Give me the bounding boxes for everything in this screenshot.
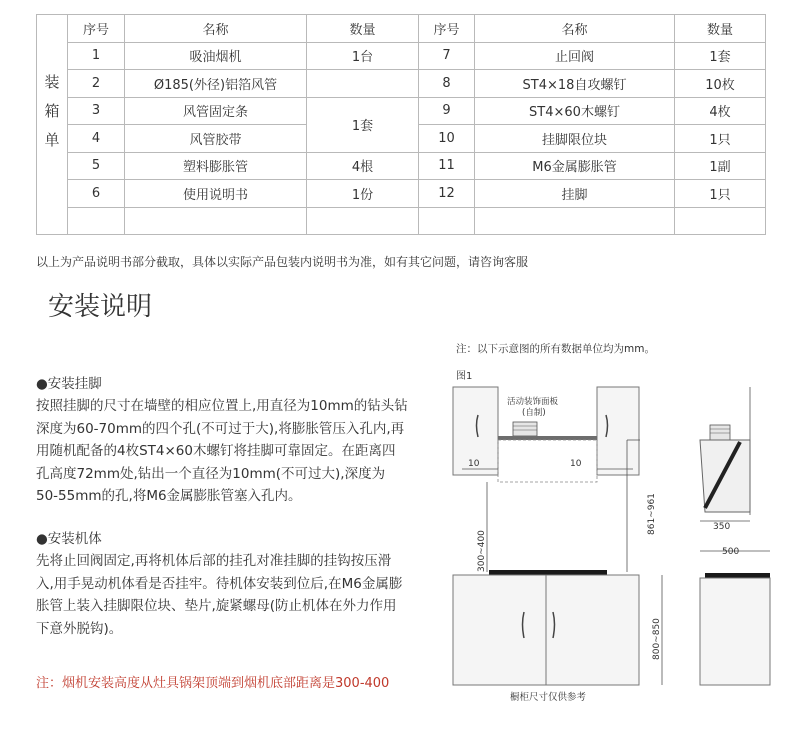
side-label-char: 单 [44, 131, 60, 149]
table-row [37, 70, 766, 98]
table-header-row [37, 15, 766, 43]
row-no-2: 12 [419, 180, 475, 208]
dim-width-label: 500 [722, 547, 740, 557]
table-row [37, 152, 766, 180]
step-title-mount-bracket: ●安装挂脚 [36, 376, 102, 392]
dim-gap-label: 300~400 [477, 530, 487, 572]
empty-cell [675, 207, 766, 235]
empty-cell [475, 207, 675, 235]
row-qty-2: 4枚 [675, 97, 766, 125]
row-name-2: ST4×18自攻螺钉 [475, 70, 675, 98]
side-label-char: 箱 [44, 102, 60, 120]
table-row [37, 42, 766, 70]
empty-cell [307, 207, 419, 235]
header-qty: 数量 [307, 15, 419, 43]
row-no: 6 [68, 180, 125, 208]
row-qty-2: 10枚 [675, 70, 766, 98]
row-qty [307, 70, 419, 98]
dim-depth-label: 350 [713, 522, 731, 532]
empty-cell [68, 207, 125, 235]
table-row [37, 97, 766, 125]
row-name: 塑料膨胀管 [125, 152, 307, 180]
row-name-2: 挂脚 [475, 180, 675, 208]
row-no-2: 9 [419, 97, 475, 125]
dim-height-label: 861~961 [647, 493, 657, 535]
row-qty-2: 1套 [675, 42, 766, 70]
step-line: 先将止回阀固定,再将机体后部的挂孔对准挂脚的挂钩按压滑 [36, 553, 392, 569]
section-title: 安装说明 [48, 292, 153, 322]
step-body-mount-bracket [36, 395, 408, 508]
step-line: 下意外脱钩)。 [36, 620, 123, 637]
row-no: 4 [68, 125, 125, 153]
row-qty: 1台 [307, 42, 419, 70]
row-name-2: ST4×60木螺钉 [475, 97, 675, 125]
side-label-char: 装 [44, 73, 60, 91]
side-lower-cabinet [700, 578, 770, 685]
row-no: 5 [68, 152, 125, 180]
installation-diagram [440, 360, 790, 705]
cooktop [489, 570, 607, 575]
row-qty-2: 1副 [675, 152, 766, 180]
step-line: 50-55mm的孔,将M6金属膨胀管塞入孔内。 [36, 488, 302, 504]
packing-list-table [36, 14, 766, 235]
row-no-2: 10 [419, 125, 475, 153]
row-no-2: 8 [419, 70, 475, 98]
row-qty: 4根 [307, 152, 419, 180]
hood-outline [498, 440, 597, 482]
side-cooktop [705, 573, 770, 578]
step-line: 入,用手晃动机体看是否挂牢。待机体安装到位后,在M6金属膨 [36, 575, 403, 592]
row-no: 1 [68, 42, 125, 70]
row-qty-2: 1只 [675, 125, 766, 153]
row-name-2: 止回阀 [475, 42, 675, 70]
row-qty-2: 1只 [675, 180, 766, 208]
empty-cell [419, 207, 475, 235]
header-qty-2: 数量 [675, 15, 766, 43]
step-title-mount-body: ●安装机体 [36, 531, 102, 547]
header-no: 序号 [68, 15, 125, 43]
row-qty: 1份 [307, 180, 419, 208]
dim-right-label: 10 [570, 459, 582, 469]
row-name: 使用说明书 [125, 180, 307, 208]
table-row [37, 180, 766, 208]
row-qty-merged: 1套 [307, 97, 419, 152]
duct-connector [513, 422, 537, 436]
header-name: 名称 [125, 15, 307, 43]
diagram-caption: 橱柜尺寸仅供参考 [510, 692, 587, 703]
install-height-warning: 注：烟机安装高度从灶具锅架顶端到烟机底部距离是300-400 [36, 676, 390, 691]
row-no: 3 [68, 97, 125, 125]
row-name-2: M6金属膨胀管 [475, 152, 675, 180]
row-name: 风管固定条 [125, 97, 307, 125]
dim-left-label: 10 [468, 459, 480, 469]
figure-label: 图1 [456, 371, 473, 382]
hood-top-panel [498, 436, 597, 440]
header-no-2: 序号 [419, 15, 475, 43]
row-name: 吸油烟机 [125, 42, 307, 70]
upper-cabinet-right [597, 387, 639, 475]
row-no: 2 [68, 70, 125, 98]
packing-list-side-label [37, 68, 67, 155]
step-line: 孔高度72mm处,钻出一个直径为10mm(不可过大),深度为 [36, 465, 386, 482]
panel-label: 活动装饰面板 [507, 397, 559, 407]
step-body-mount-body [36, 550, 402, 640]
row-no-2: 7 [419, 42, 475, 70]
row-no-2: 11 [419, 152, 475, 180]
table-row-empty [37, 207, 766, 235]
panel-label-sub: (自制) [522, 408, 546, 418]
step-line: 按照挂脚的尺寸在墙壁的相应位置上,用直径为10mm的钻头钻 [36, 398, 408, 414]
side-duct [710, 425, 730, 440]
step-line: 胀管上装入挂脚限位块、垫片,旋紧螺母(防止机体在外力作用 [36, 598, 397, 614]
row-name: 风管胶带 [125, 125, 307, 153]
empty-cell [125, 207, 307, 235]
dim-cabinet-label: 800~850 [652, 618, 662, 660]
diagram-unit-note: 注：以下示意图的所有数据单位均为mm。 [456, 343, 655, 355]
header-name-2: 名称 [475, 15, 675, 43]
step-line: 深度为60-70mm的四个孔(不可过于大),将膨胀管压入孔内,再 [36, 420, 405, 437]
disclaimer-text: 以上为产品说明书部分截取，具体以实际产品包装内说明书为准，如有其它问题，请咨询客服 [36, 255, 529, 269]
row-name-2: 挂脚限位块 [475, 125, 675, 153]
step-line: 用随机配备的4枚ST4×60木螺钉将挂脚可靠固定。在距离四 [36, 443, 396, 459]
row-name: Ø185(外径)铝箔风管 [125, 70, 307, 98]
